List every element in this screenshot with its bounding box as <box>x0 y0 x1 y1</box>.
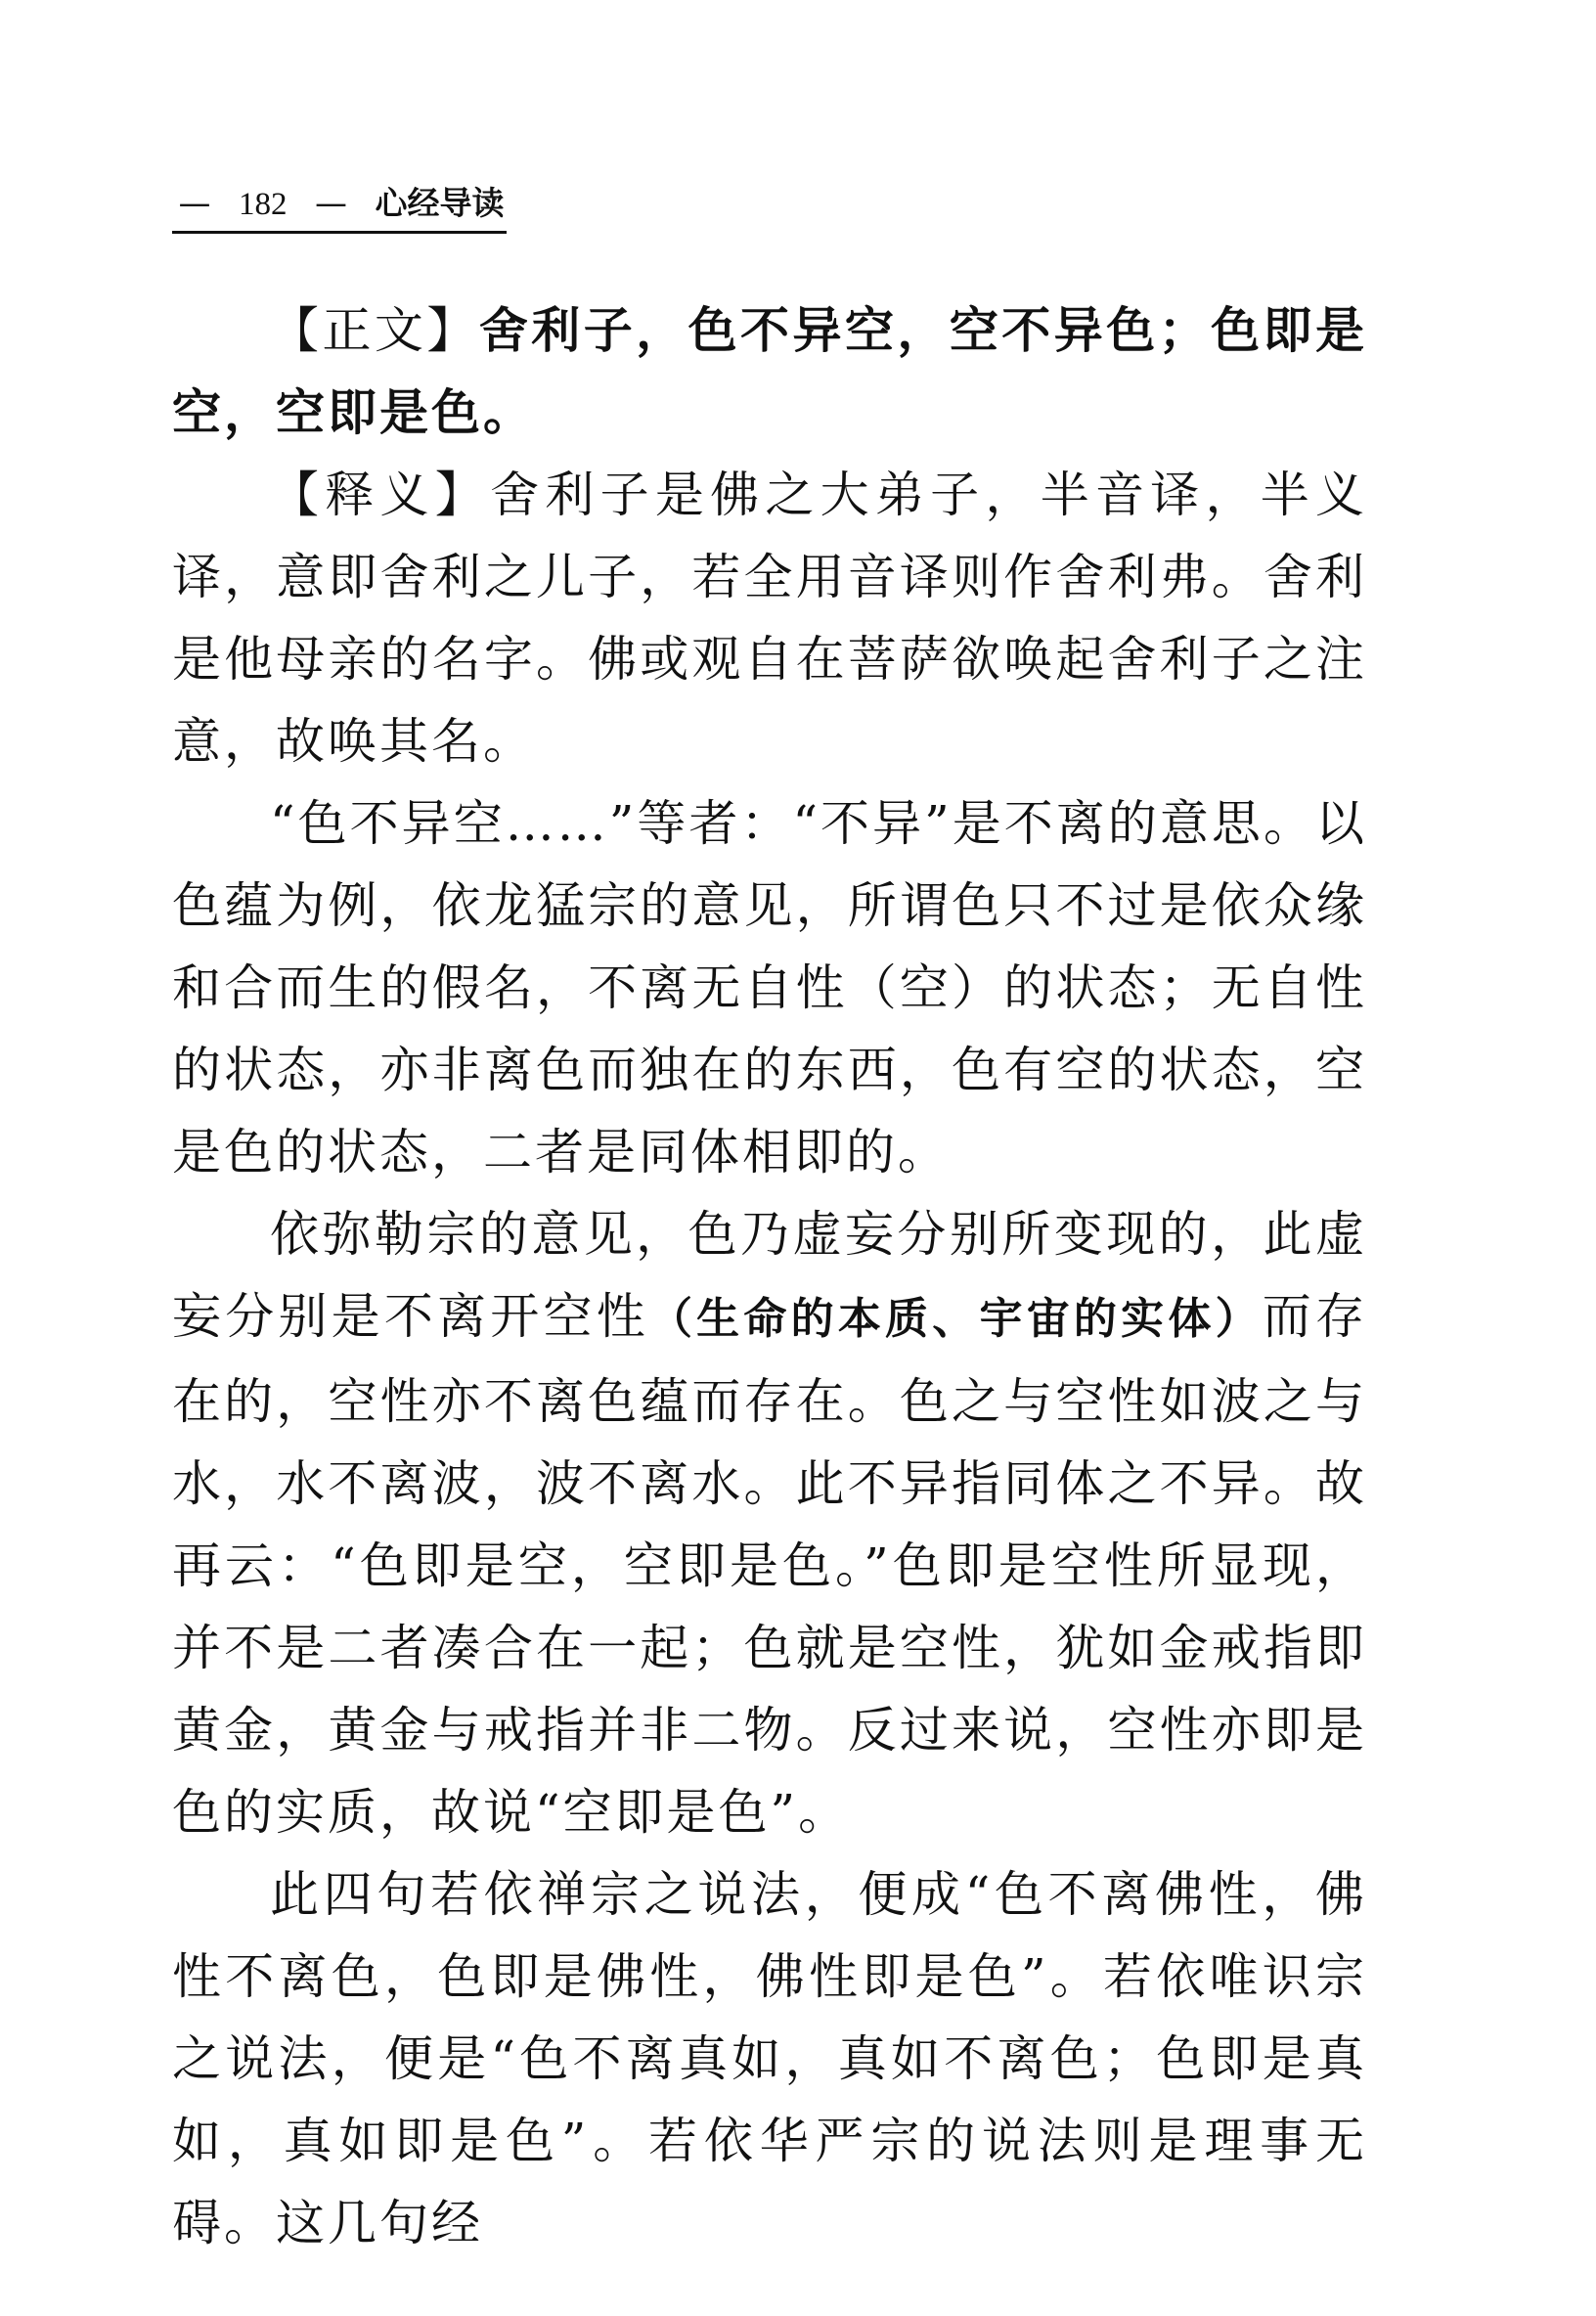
paragraph-explanation <box>172 454 1367 782</box>
running-header <box>172 182 507 234</box>
header-dash-left: — <box>178 184 211 222</box>
mile-parenthetical: （生命的本质、宇宙的实体） <box>648 1294 1263 1344</box>
header-dash-right: — <box>315 184 347 222</box>
paragraph-chan <box>172 1853 1367 2264</box>
body-text <box>172 290 1367 2264</box>
paragraph-scripture <box>172 290 1367 454</box>
mile-text-after: 而存在的，空性亦不离色蕴而存在。色之与空性如波之与水，水不离波，波不离水。此不异指同体之不异。故再云：“色即是空，空即是色。”色即是空性所显现，并不是二者凑合在一起；色就是空性，犹如金戒指即黄金，黄金与戒指并非二物。反过来说，空性亦即是色的实质，故说“空即是色”。 <box>172 1288 1368 1841</box>
paragraph-buyi <box>172 782 1367 1193</box>
mile-text-before: 依弥勒宗的意见，色乃虚妄分别所变现的，此虚妄分别是不离开空性 <box>172 1206 1367 1345</box>
buyi-text: “色不异空……”等者：“不异”是不离的意思。以色蕴为例，依龙猛宗的意见，所谓色只不过是依众缘和合而生的假名，不离无自性（空）的状态；无自性的状态，亦非离色而独在的东西，色有空的状态，空是色的状态，二者是同体相即的。 <box>172 795 1367 1180</box>
label-shiyi: 【释义】 <box>270 467 491 523</box>
scripture-text: 舍利子，色不异空，空不异色；色即是空，空即是色。 <box>172 302 1368 441</box>
label-zhengwen: 【正文】 <box>270 302 479 359</box>
paragraph-mile <box>172 1193 1367 1853</box>
explanation-text: 舍利子是佛之大弟子，半音译，半义译，意即舍利之儿子，若全用音译则作舍利弗。舍利是他母亲的名字。佛或观自在菩萨欲唤起舍利子之注意，故唤其名。 <box>172 467 1368 770</box>
page-number: 182 <box>239 187 288 222</box>
chan-text: 此四句若依禅宗之说法，便成“色不离佛性，佛性不离色，色即是佛性，佛性即是色”。若依唯识宗之说法，便是“色不离真如，真如不离色；色即是真如，真如即是色”。若依华严宗的说法则是理事无碍。这几句经 <box>172 1866 1367 2251</box>
book-title: 心经导读 <box>375 184 505 222</box>
